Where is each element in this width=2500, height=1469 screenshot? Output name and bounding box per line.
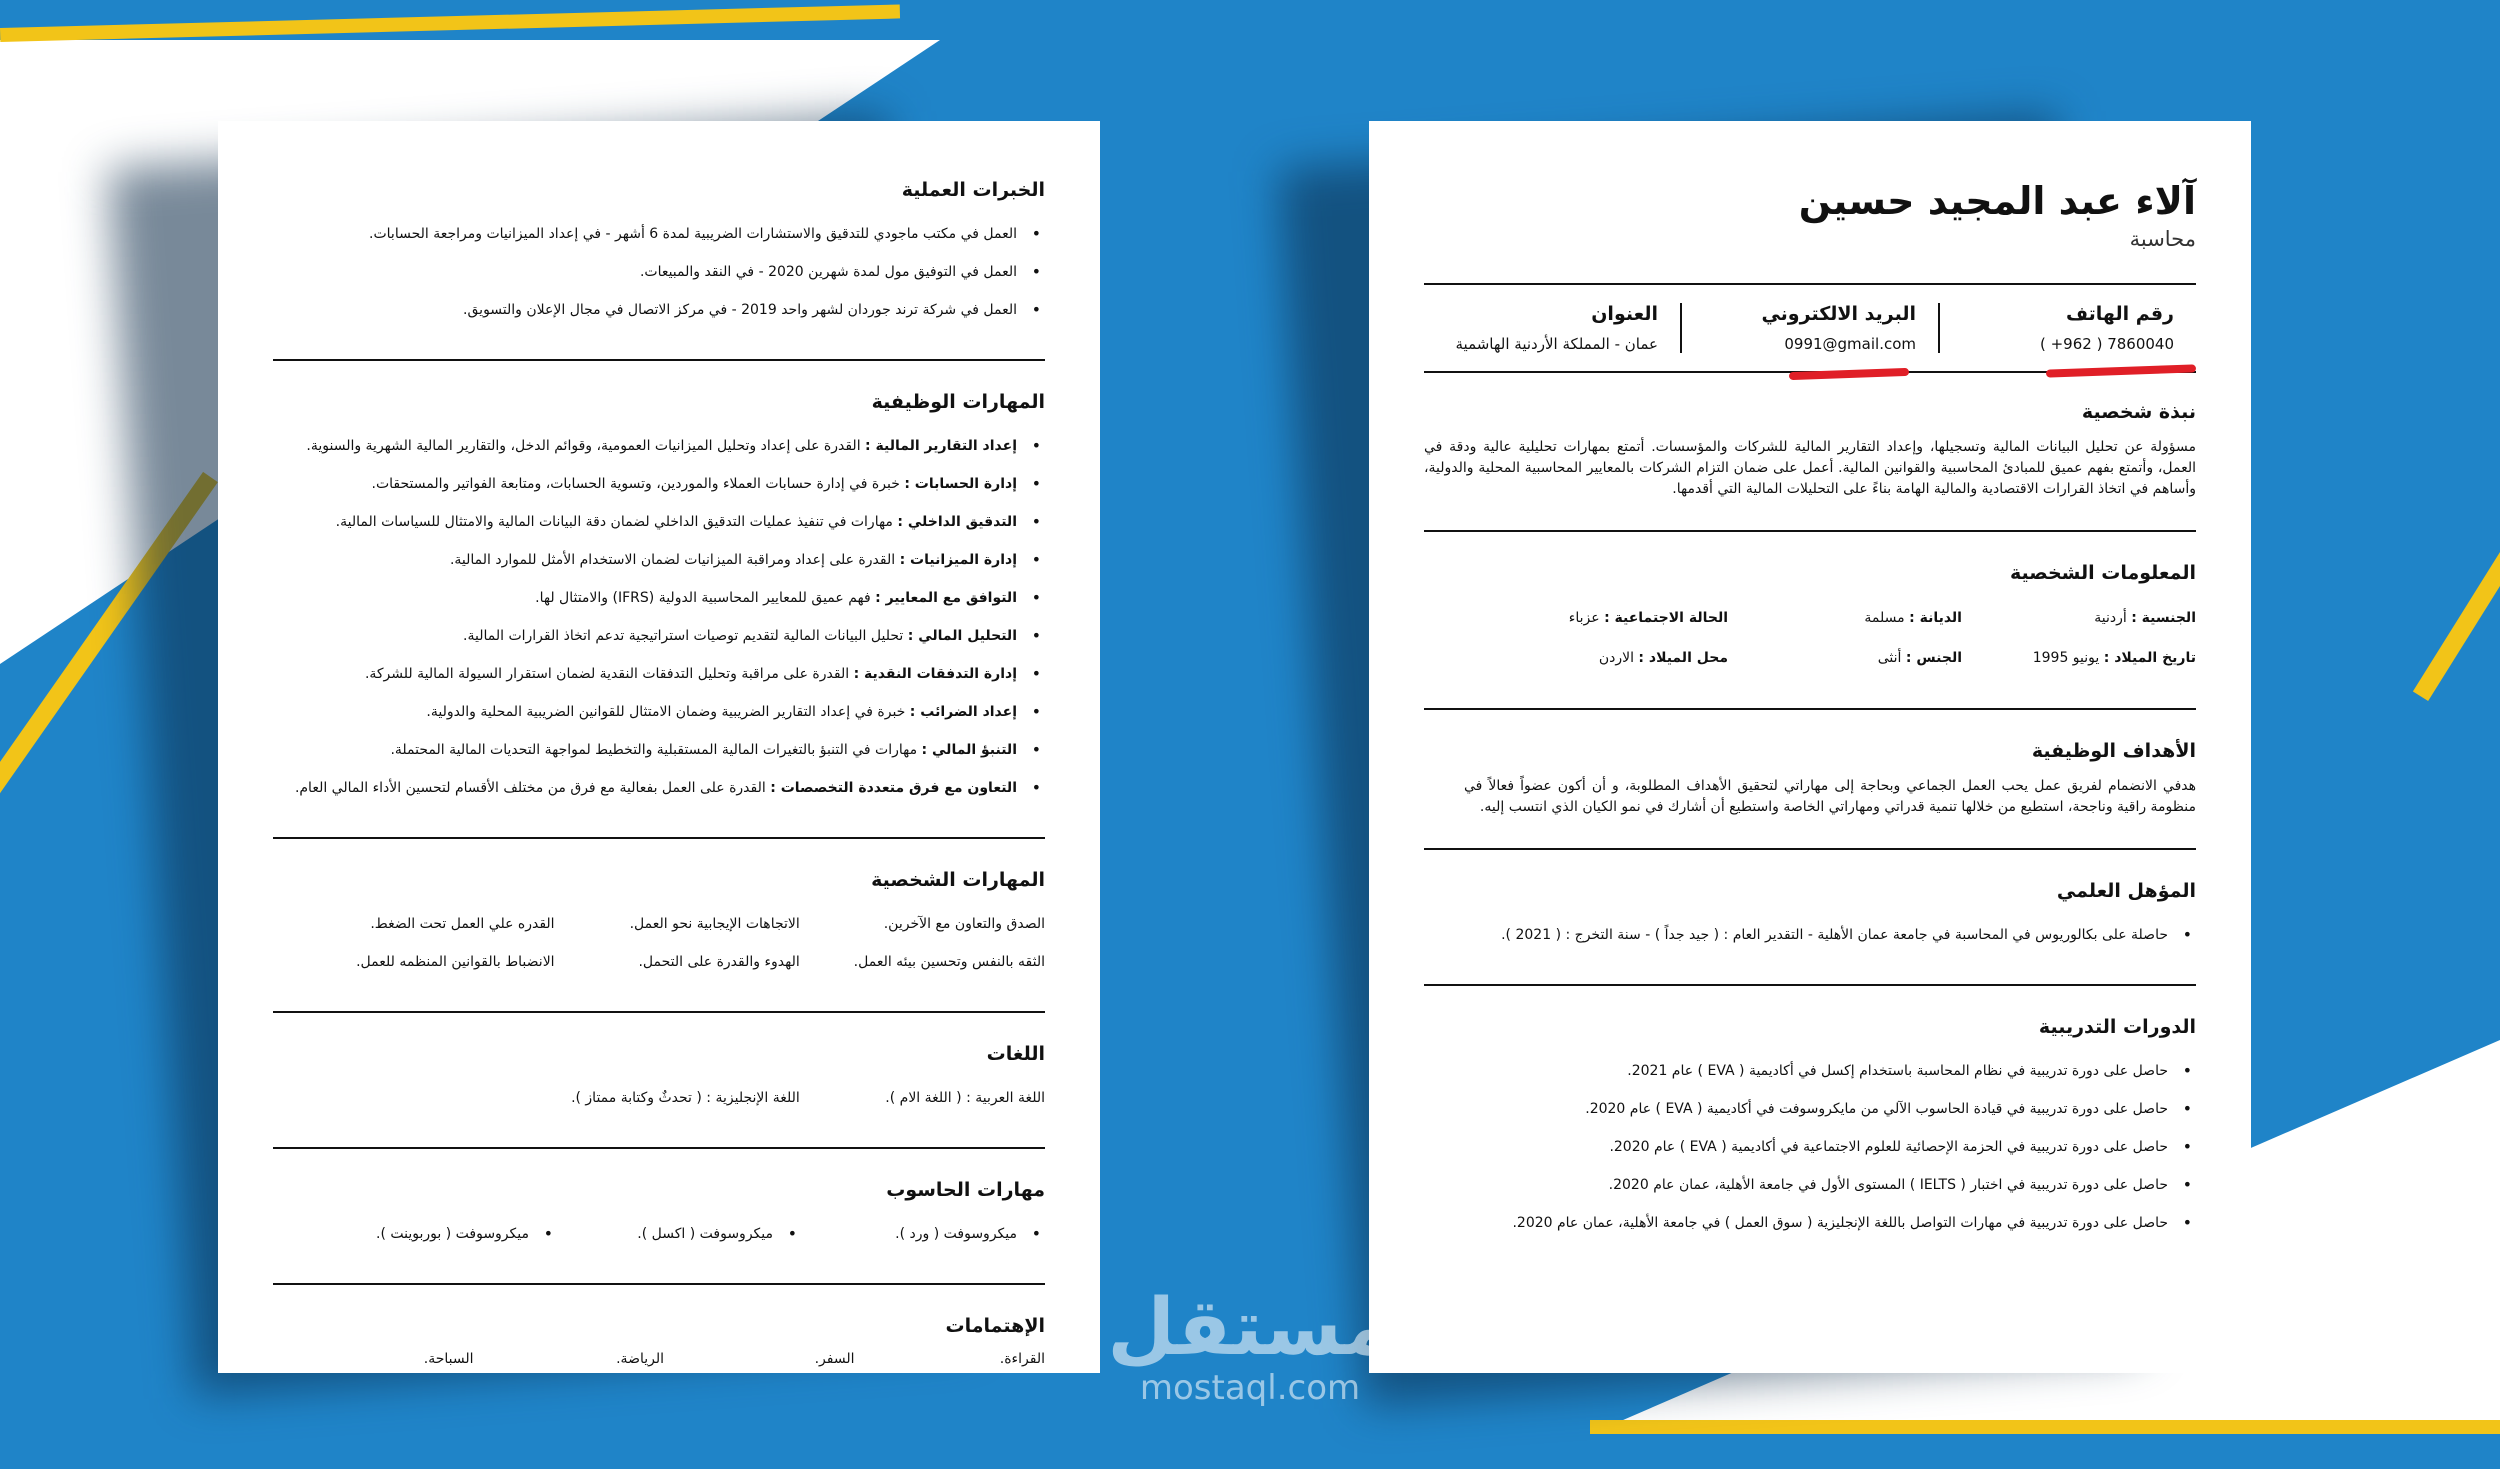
personal-info-section (1424, 562, 2196, 678)
contact-bar (1424, 283, 2196, 373)
skills-row (273, 905, 1045, 943)
job-skills-section (273, 391, 1045, 807)
list-item (273, 731, 1017, 769)
skill-item: القدره علي العمل تحت الضغط. (370, 916, 555, 932)
section-title: المعلومات الشخصية (2009, 562, 2196, 584)
skill-item: الانضباط بالقوانين المنظمه للعمل. (356, 954, 555, 970)
skill-description: القدرة على العمل بفعالية مع فرق من مختلف الأقسام لتحسين الأداء المالي العام. (294, 780, 766, 796)
skill-description: فهم عميق للمعايير المحاسبية الدولية (IFRS) والامتثال لها. (535, 590, 871, 606)
list-item (273, 503, 1017, 541)
list-item: • ميكروسوفت ( ورد ). (801, 1215, 1017, 1253)
skill-term: التعاون مع فرق متعددة التخصصات : (770, 780, 1017, 796)
list-item: • ميكروسوفت ( اكسل ). (557, 1215, 773, 1253)
courses-section (1424, 1016, 2196, 1242)
section-title: الخبرات العملية (901, 179, 1045, 201)
list-item (273, 579, 1017, 617)
skill-term: إدارة الحسابات : (904, 476, 1017, 492)
divider (1424, 848, 2196, 850)
info-field (1962, 598, 2196, 638)
yellow-stripe (1590, 1420, 2500, 1434)
info-label: الديانة : (1909, 610, 1962, 626)
skill-description: خبرة في إدارة حسابات العملاء والموردين، وتسوية الحسابات، ومتابعة الفواتير والمستحقات. (371, 476, 900, 492)
candidate-name: آلاء عبد المجيد حسين (1798, 179, 2196, 223)
candidate-job-title: محاسبة (2129, 227, 2196, 251)
interest-item: القراءة. (999, 1351, 1045, 1367)
info-label: تاريخ الميلاد : (2103, 650, 2196, 666)
contact-label: رقم الهاتف (2066, 303, 2174, 325)
experience-section (273, 179, 1045, 329)
info-field (1494, 638, 1728, 678)
languages-section (273, 1043, 1045, 1117)
interest-item: السفر. (814, 1351, 855, 1367)
personal-skills-section (273, 869, 1045, 981)
yellow-stripe (0, 4, 900, 42)
info-value: يونيو 1995 (2032, 650, 2100, 666)
list-item: • حاصل على دورة تدريبية في قيادة الحاسوب الآلي من مايكروسوفت في أكاديمية ( EVA ) عام 2020. (1424, 1090, 2168, 1128)
personal-info-grid (1424, 598, 2196, 678)
skill-description: مهارات في تنفيذ عمليات التدقيق الداخلي لضمان دقة البيانات المالية والامتثال للسياسات المالية. (335, 514, 893, 530)
skill-term: التدقيق الداخلي : (897, 514, 1017, 530)
info-field (1728, 638, 1962, 678)
section-title: مهارات الحاسوب (886, 1179, 1045, 1201)
info-value: الاردن (1598, 650, 1634, 666)
section-title: الدورات التدريبية (2038, 1016, 2196, 1038)
skill-term: إدارة التدفقات النقدية : (853, 666, 1017, 682)
watermark-logo (1100, 1283, 1400, 1408)
interests-row (273, 1351, 1045, 1367)
skill-description: القدرة على إعداد وتحليل الميزانيات العمومية، وقوائم الدخل، والتقارير المالية الشهرية والسنوية. (306, 438, 861, 454)
list-item: • حاصل على دورة تدريبية في نظام المحاسبة باستخدام إكسل في أكاديمية ( EVA ) عام 2021. (1424, 1052, 2168, 1090)
divider (273, 837, 1045, 839)
contact-label: البريد الالكتروني (1761, 303, 1916, 325)
education-section (1424, 880, 2196, 954)
list-item: • العمل في التوفيق مول لمدة شهرين 2020 - في النقد والمبيعات. (273, 253, 1017, 291)
info-field (1728, 598, 1962, 638)
section-title: المهارات الشخصية (871, 869, 1045, 891)
info-label: محل الميلاد : (1638, 650, 1728, 666)
divider (1424, 984, 2196, 986)
goals-section (1424, 740, 2196, 818)
language-item: اللغة العربية : ( اللغة الام ). (885, 1090, 1045, 1106)
watermark-url: mostaql.com (1139, 1368, 1361, 1408)
skill-term: التوافق مع المعايير : (875, 590, 1017, 606)
skill-term: التحليل المالي : (907, 628, 1017, 644)
interest-item: الرياضة. (616, 1351, 664, 1367)
list-item (273, 693, 1017, 731)
info-value: أنثى (1877, 650, 1902, 666)
section-title: المؤهل العلمي (2056, 880, 2196, 902)
spacer (313, 1079, 555, 1117)
skill-description: القدرة على إعداد ومراقبة الميزانيات لضمان الاستخدام الأمثل للموارد المالية. (449, 552, 896, 568)
resume-page-1 (1369, 121, 2251, 1373)
info-label: الجنس : (1905, 650, 1962, 666)
list-item: • حاصل على دورة تدريبية في اختبار ( IELTS ) المستوى الأول في جامعة الأهلية، عمان عام 2020. (1424, 1166, 2168, 1204)
skill-term: إعداد الضرائب : (909, 704, 1017, 720)
list-item (273, 617, 1017, 655)
info-label: الجنسية : (2131, 610, 2196, 626)
resume-page-2 (218, 121, 1100, 1373)
phone-value: ( +962 ) 7860040 (2039, 335, 2174, 353)
skill-description: خبرة في إعداد التقارير الضريبية وضمان الامتثال للقوانين الضريبية المحلية والدولية. (426, 704, 906, 720)
info-value: عزباء (1568, 610, 1600, 626)
list-item (273, 465, 1017, 503)
list-item: • العمل في شركة ترند جوردان لشهر واحد 2019 - في مركز الاتصال في مجال الإعلان والتسويق. (273, 291, 1017, 329)
info-value: مسلمة (1864, 610, 1905, 626)
list-item (273, 541, 1017, 579)
profile-section (1424, 401, 2196, 500)
watermark-arabic: مستقل (1107, 1283, 1393, 1373)
skill-term: إدارة الميزانيات : (899, 552, 1017, 568)
computer-skills-section (273, 1179, 1045, 1253)
contact-email (1680, 303, 1938, 353)
profile-text: مسؤولة عن تحليل البيانات المالية وتسجيلها، وإعداد التقارير المالية للشركات والمؤسسات. أتمتع بمهارات تحليلية عالية ودقة في العمل، وأتمتع بفهم عميق للمبادئ المحاسبية والقوانين المالية. أعمل على ضمان التزام الشركات بالمعايير المحاسبية المحلية والدولية، وأساهم في اتخاذ القرارات الاقتصادية والمالية الهامة بناءً على التحليلات المالية التي أقدمها. (1424, 439, 2196, 497)
goals-text: هدفي الانضمام لفريق عمل يحب العمل الجماعي وبحاجة إلى مهاراتي لتحقيق الأهداف المطلوبة، و أن أكون عضواً فعالاً في منظومة راقية وناجحة، استطيع من خلالها تنمية قدراتي ومهاراتي الخاصة واستطيع أن أشارك في نمو الكيان الذي انتسب إليه. (1464, 778, 2196, 815)
language-item: اللغة الإنجليزية : ( تحدثٌ وكتابة ممتاز ). (571, 1090, 800, 1106)
divider (273, 1147, 1045, 1149)
skill-item: الاتجاهات الإيجابية نحو العمل. (629, 916, 800, 932)
skill-term: إعداد التقارير المالية : (865, 438, 1017, 454)
info-label: الحالة الاجتماعية : (1604, 610, 1728, 626)
divider (273, 1011, 1045, 1013)
address-value: عمان - المملكة الأردنية الهاشمية (1455, 335, 1658, 353)
skill-term: التنبؤ المالي : (921, 742, 1017, 758)
list-item (273, 427, 1017, 465)
languages-row (273, 1079, 1045, 1117)
section-title: الإهتمامات (945, 1315, 1045, 1337)
list-item (273, 769, 1017, 807)
section-title: اللغات (986, 1043, 1045, 1065)
skill-item: الصدق والتعاون مع الآخرين. (883, 916, 1045, 932)
skills-row (273, 943, 1045, 981)
list-item: • العمل في مكتب ماجودي للتدقيق والاستشارات الضريبية لمدة 6 أشهر - في إعداد الميزانيات ومراجعة الحسابات. (273, 215, 1017, 253)
list-item: • حاصل على دورة تدريبية في الحزمة الإحصائية للعلوم الاجتماعية في أكاديمية ( EVA ) عام 2020. (1424, 1128, 2168, 1166)
divider (1424, 708, 2196, 710)
divider (273, 1283, 1045, 1285)
list-item: • حاصل على دورة تدريبية في مهارات التواصل باللغة الإنجليزية ( سوق العمل ) في جامعة الأهلية، عمان عام 2020. (1424, 1204, 2168, 1242)
skill-description: تحليل البيانات المالية لتقديم توصيات استراتيجية تدعم اتخاذ القرارات المالية. (463, 628, 904, 644)
section-title: المهارات الوظيفية (871, 391, 1045, 413)
skill-item: الثقه بالنفس وتحسين بيئه العمل. (853, 954, 1045, 970)
list-item: • حاصلة على بكالوريوس في المحاسبة في جامعة عمان الأهلية - التقدير العام : ( جيد جداً ) - سنة التخرج : ( 2021 ). (1424, 916, 2168, 954)
info-field (1494, 598, 1728, 638)
interest-item: السباحة. (423, 1351, 474, 1367)
contact-address (1424, 303, 1680, 353)
info-value: أردنية (2094, 610, 2127, 626)
section-title: الأهداف الوظيفية (2031, 740, 2196, 762)
skill-description: مهارات في التنبؤ بالتغيرات المالية المستقبلية والتخطيط لمواجهة التحديات المالية المحتملة. (390, 742, 918, 758)
email-value: 0991@gmail.com (1784, 335, 1916, 353)
info-field (1962, 638, 2196, 678)
list-item: • ميكروسوفت ( بوربوينت ). (313, 1215, 529, 1253)
interests-section (273, 1315, 1045, 1367)
skill-item: الهدوء والقدرة على التحمل. (638, 954, 800, 970)
divider (1424, 530, 2196, 532)
contact-phone (1938, 303, 2196, 353)
skill-description: القدرة على مراقبة وتحليل التدفقات النقدية لضمان استقرار السيولة المالية للشركة. (364, 666, 850, 682)
list-item (273, 655, 1017, 693)
contact-label: العنوان (1591, 303, 1658, 325)
section-title: نبذة شخصية (2081, 401, 2196, 423)
yellow-stripe (2413, 437, 2500, 701)
divider (273, 359, 1045, 361)
